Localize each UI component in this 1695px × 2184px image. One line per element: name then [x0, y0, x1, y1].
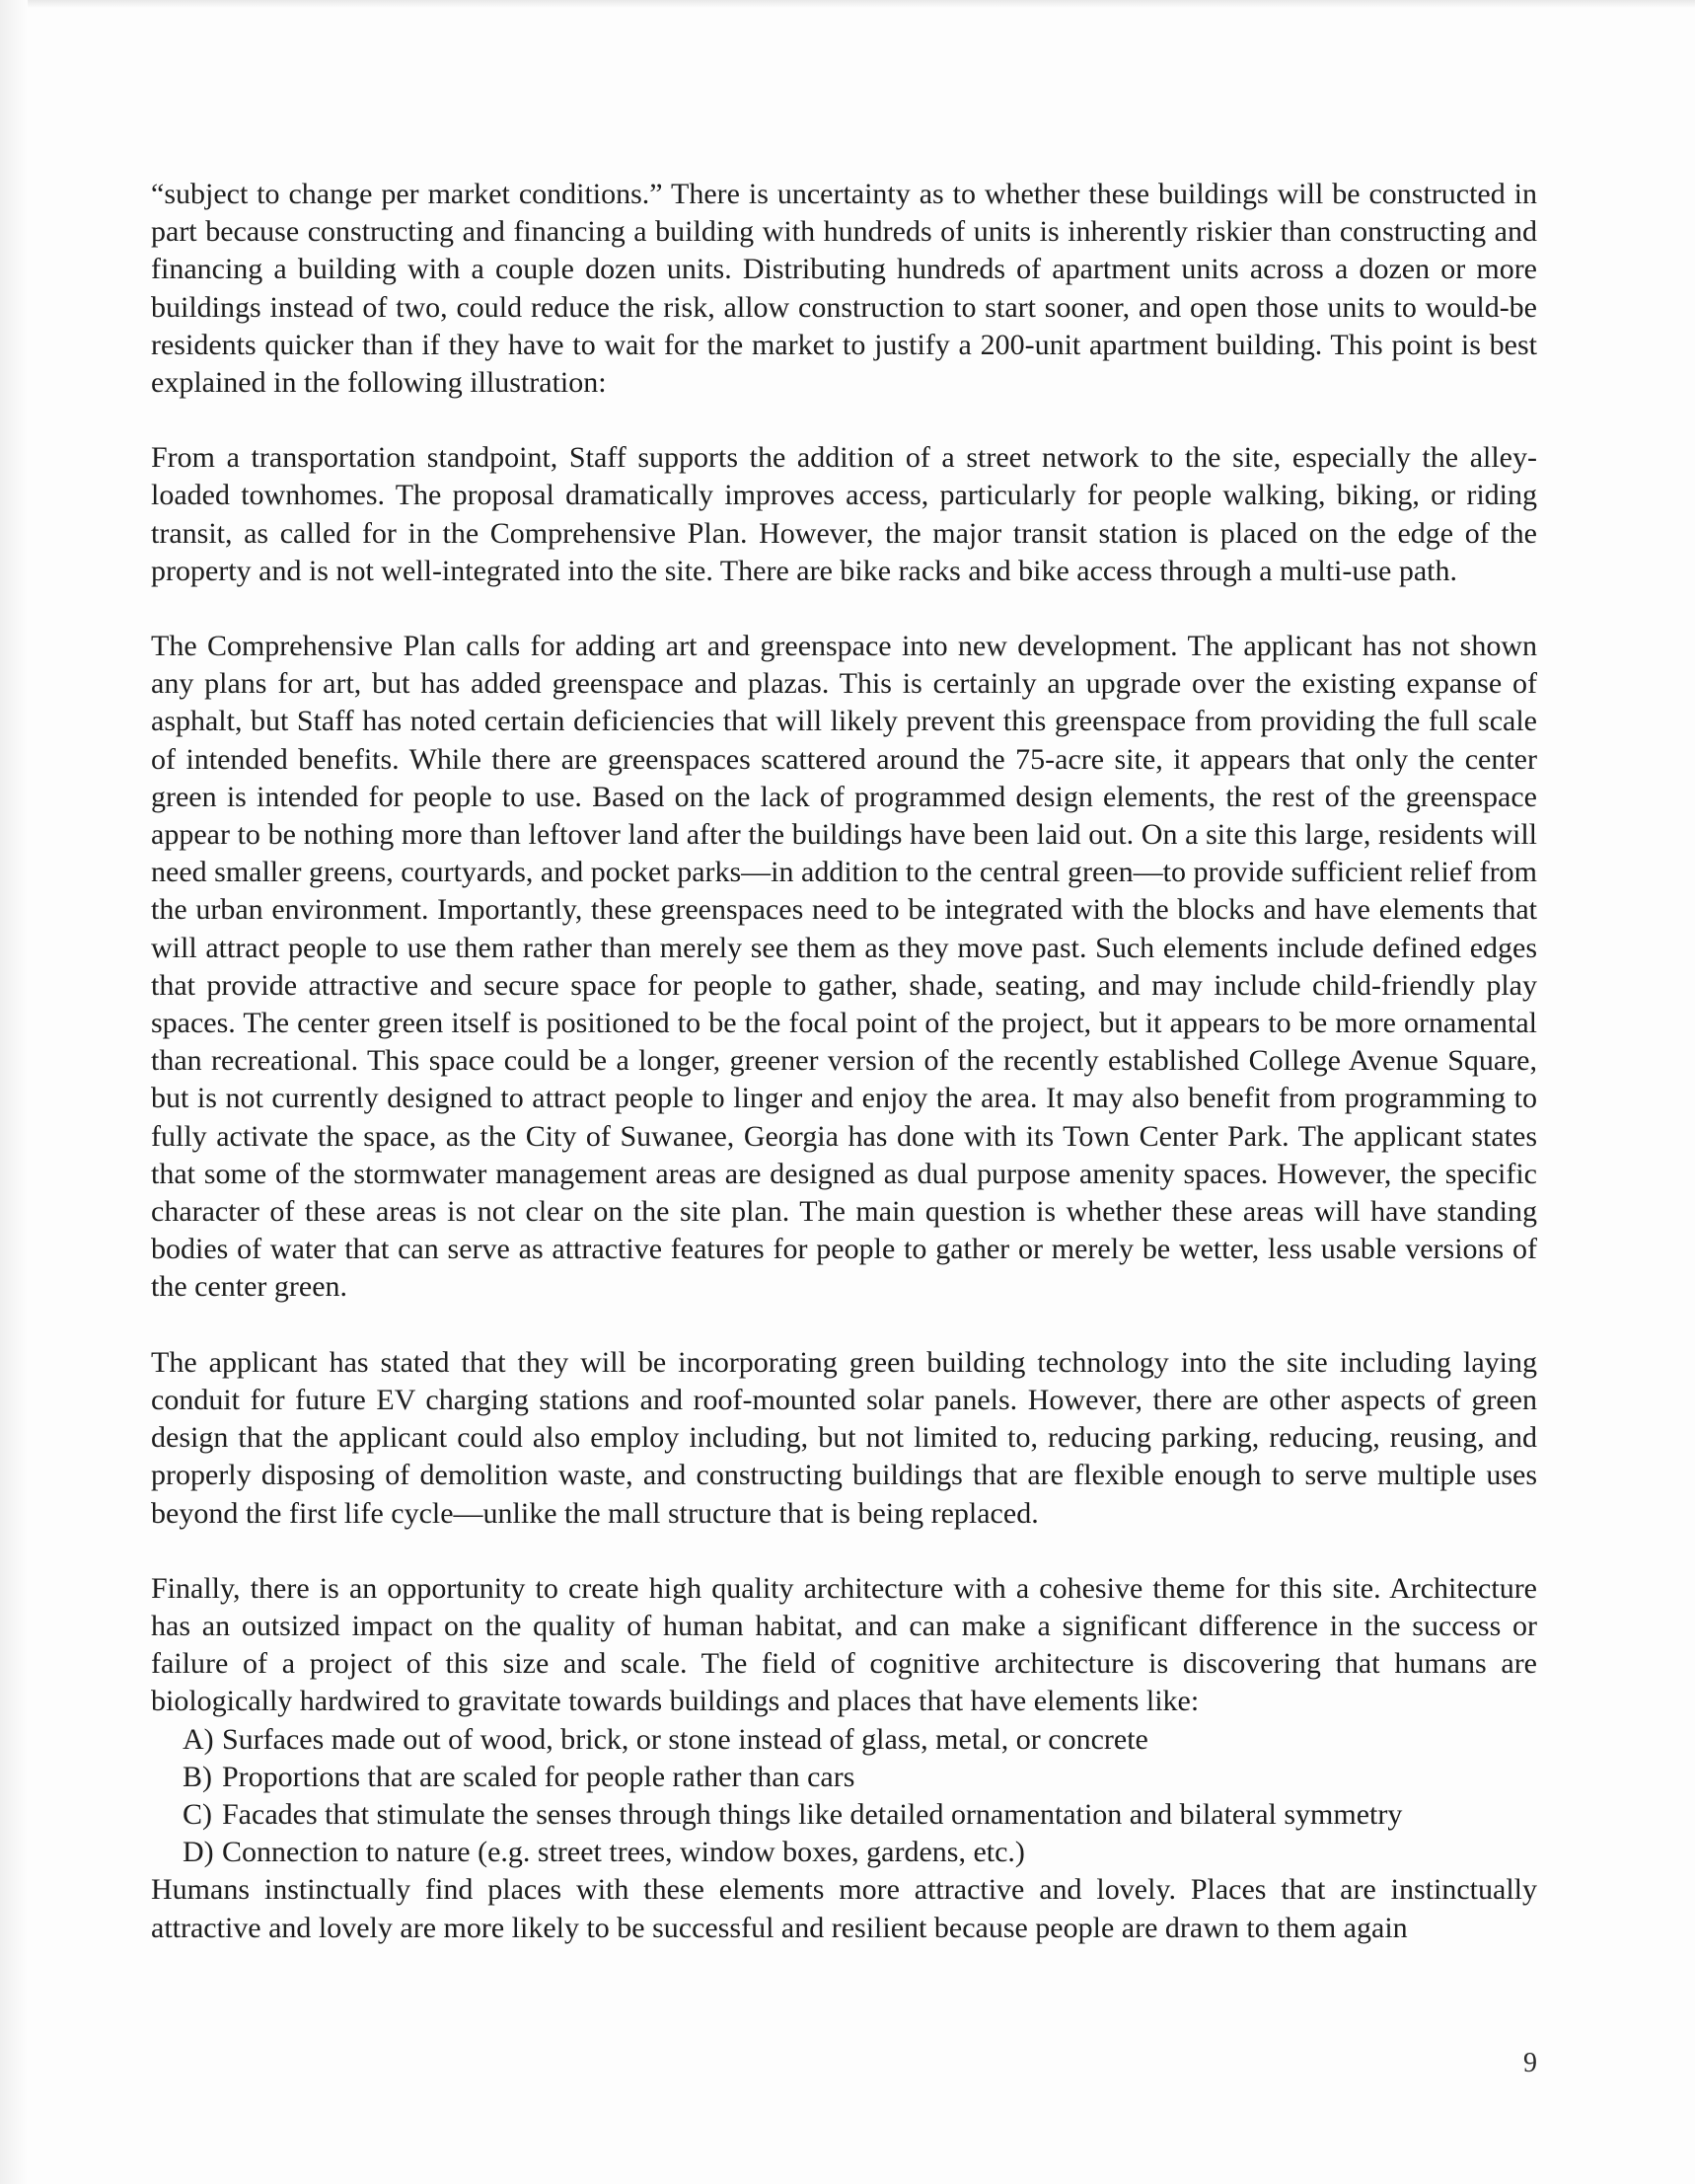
list-item-marker: C) [183, 1797, 212, 1831]
list-item [183, 1834, 1537, 1871]
paragraph-greenspace: The Comprehensive Plan calls for adding art and greenspace into new development. The applicant has not shown any plans for art, but has added greenspace and plazas. This is certainly an upgrade over the existing expanse of asphalt, but Staff has noted certain deficiencies that will likely prevent this greenspace from providing the full scale of intended benefits. While there are greenspaces scattered around the 75-acre site, it appears that only the center green is intended for people to use. Based on the lack of programmed design elements, the rest of the greenspace appear to be nothing more than leftover land after the buildings have been laid out. On a site this large, residents will need smaller greens, courtyards, and pocket parks—in addition to the central green—to provide sufficient relief from the urban environment. Importantly, these greenspaces need to be integrated with the blocks and have elements that will attract people to use them rather than merely see them as they move past. Such elements include defined edges that provide attractive and secure space for people to gather, shade, seating, and may include child-friendly play spaces. The center green itself is positioned to be the focal point of the project, but it appears to be more ornamental than recreational. This space could be a longer, greener version of the recently established College Avenue Square, but is not currently designed to attract people to linger and enjoy the area. It may also benefit from programming to fully activate the space, as the City of Suwanee, Georgia has done with its Town Center Park. The applicant states that some of the stormwater management areas are designed as dual purpose amenity spaces. However, the specific character of these areas is not clear on the site plan. The main question is whether these areas will have standing bodies of water that can serve as attractive features for people to gather or merely be wetter, less usable versions of the center green. [151, 630, 1537, 1304]
list-item-text: Connection to nature (e.g. street trees, window boxes, gardens, etc.) [222, 1836, 1025, 1869]
list-item-marker: A) [183, 1722, 214, 1756]
paragraph-green-building: The applicant has stated that they will be incorporating green building technology into the site including laying conduit for future EV charging stations and roof-mounted solar panels. However, there are other aspects of green design that the applicant could also employ including, but not limited to, reducing parking, reducing, reusing, and properly disposing of demolition waste, and constructing buildings that are flexible enough to serve multiple uses beyond the first life cycle—unlike the mall structure that is being replaced. [151, 1345, 1537, 1530]
list-item [183, 1759, 1537, 1796]
paragraph-transportation: From a transportation standpoint, Staff supports the addition of a street network to the site, especially the alley-loaded townhomes. The proposal dramatically improves access, particularly for people walking, biking, or riding transit, as called for in the Comprehensive Plan. However, the major transit station is placed on the edge of the property and is not well-integrated into the site. There are bike racks and bike access through a multi-use path. [151, 441, 1537, 587]
scan-edge-left [0, 0, 28, 2184]
list-item-marker: D) [183, 1836, 214, 1869]
list-item-text: Proportions that are scaled for people rather than cars [222, 1760, 855, 1793]
paragraph-closing: Humans instinctually find places with these elements more attractive and lovely. Places that are instinctually attractive and lovely are more likely to be successful and resilient because people are drawn to them again [151, 1873, 1537, 1944]
scan-edge-top [0, 0, 1695, 8]
paragraph-market-uncertainty: “subject to change per market conditions.” There is uncertainty as to whether these buildings will be constructed in part because constructing and financing a building with hundreds of units is inherently riskier than constructing and financing a building with a couple dozen units. Distributing hundreds of apartment units across a dozen or more buildings instead of two, could reduce the risk, allow construction to start sooner, and open those units to would-be residents quicker than if they have to wait for the market to justify a 200-unit apartment building. This point is best explained in the following illustration: [151, 178, 1537, 400]
list-item-text: Surfaces made out of wood, brick, or stone instead of glass, metal, or concrete [222, 1722, 1148, 1756]
list-item-text: Facades that stimulate the senses through things like detailed ornamentation and bilateral symmetry [222, 1797, 1403, 1831]
architecture-elements-list [151, 1721, 1537, 1872]
list-item-marker: B) [183, 1760, 212, 1793]
list-item [183, 1721, 1537, 1759]
paragraph-architecture: Finally, there is an opportunity to create high quality architecture with a cohesive theme for this site. Architecture has an outsized impact on the quality of human habitat, and can make a significant difference in the success or failure of a project of this size and scale. The field of cognitive architecture is discovering that humans are biologically hardwired to gravitate towards buildings and places that have elements like: [151, 1571, 1537, 1718]
page-number: 9 [1523, 2048, 1537, 2078]
list-item [183, 1796, 1537, 1834]
page-body [151, 176, 1537, 1947]
